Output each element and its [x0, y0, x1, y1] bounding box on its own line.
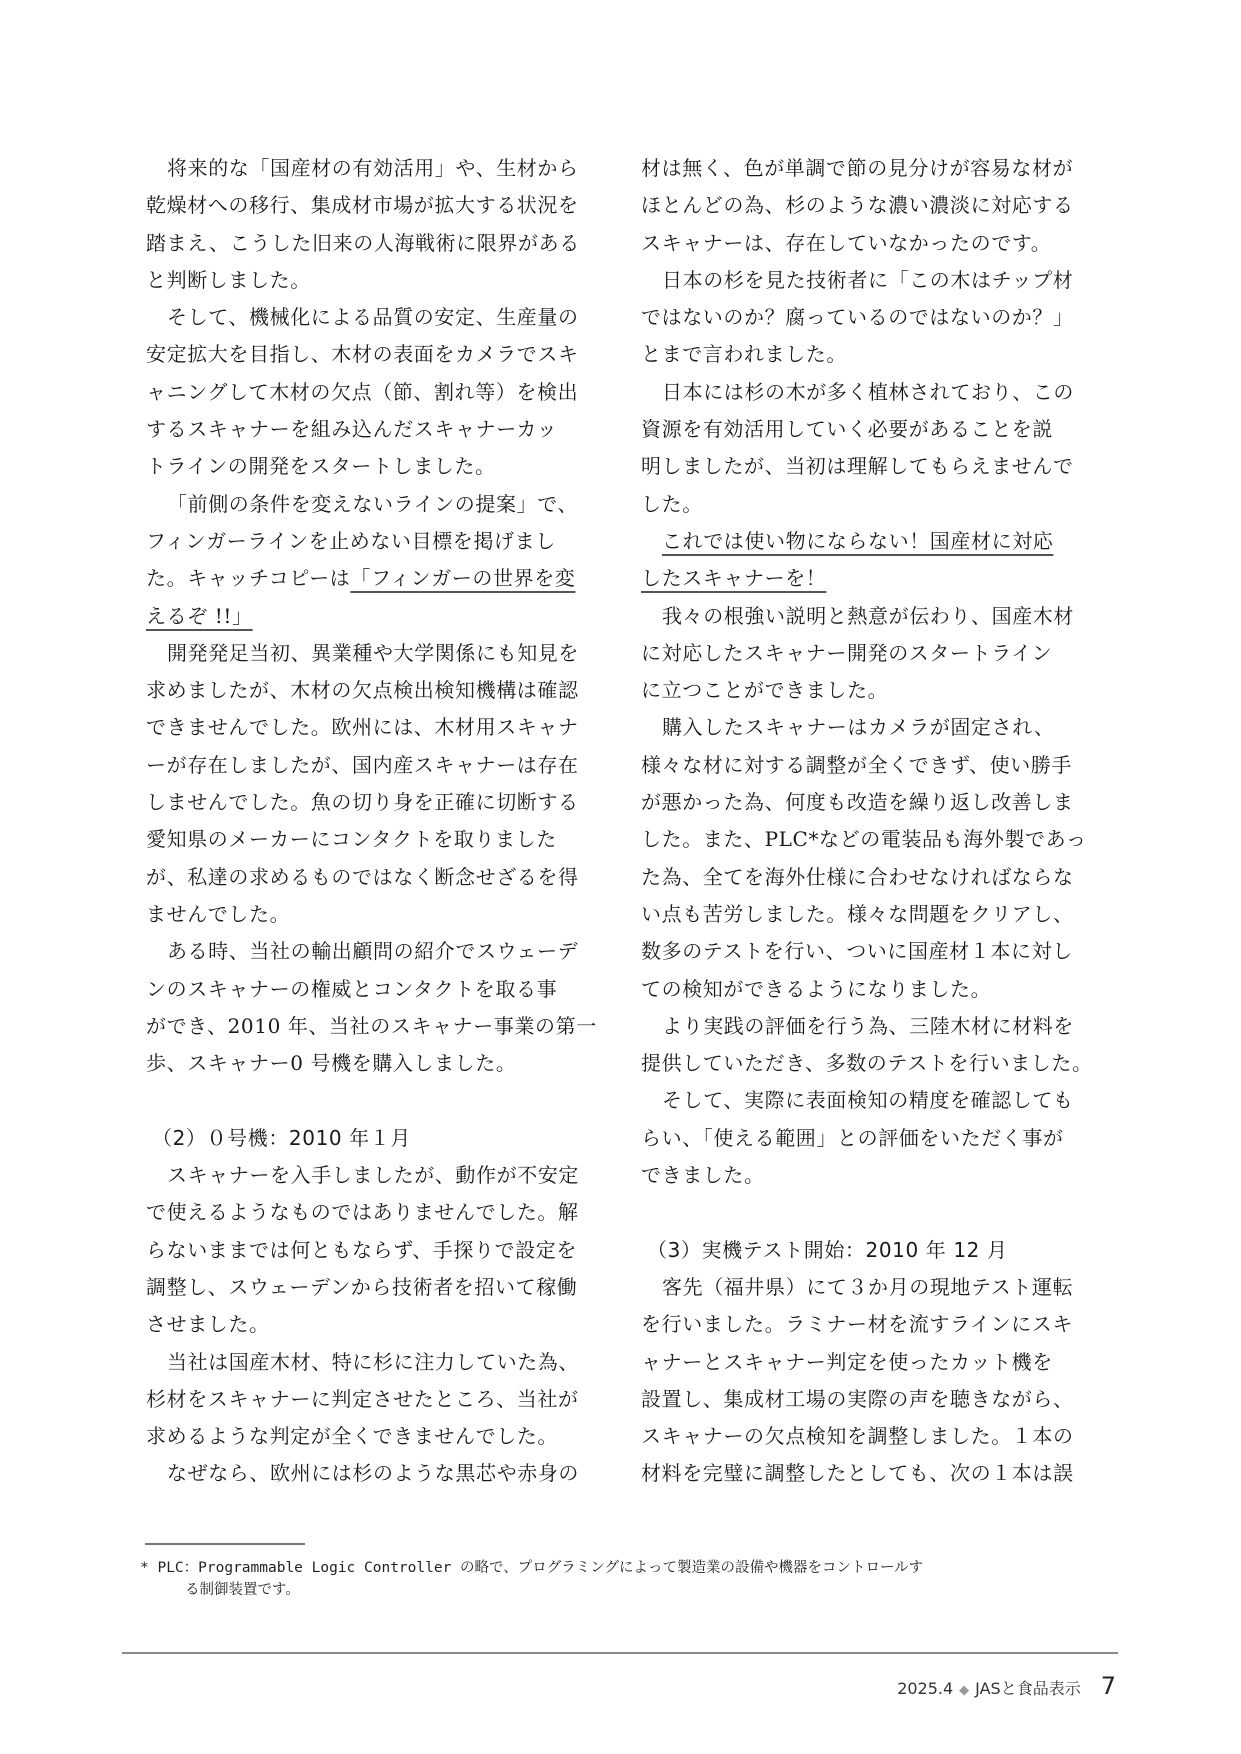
line-text: 調整し、スウェーデンから技術者を招いて稼働 [146, 1274, 578, 1299]
footer-divider [122, 1652, 1118, 1654]
text-line [641, 225, 1093, 262]
text-line [146, 150, 598, 187]
line-text: 将来的な「国産材の有効活用」や、生材から [167, 156, 579, 180]
text-line [146, 1418, 598, 1455]
line-text: に対応したスキャナー開発のスタートライン [641, 640, 1053, 665]
line-text: 我々の根強い説明と熱意が伝わり、国産木材 [662, 603, 1074, 628]
line-text: 提供していただき、多数のテストを行いました。 [641, 1051, 1093, 1076]
line-text: 当社は国産木材、特に杉に注力していた為、 [167, 1349, 579, 1374]
line-text: そして、実際に表面検知の精度を確認しても [662, 1088, 1074, 1113]
text-line [146, 747, 598, 784]
text-line [641, 1008, 1093, 1045]
line-text: らい、「使える範囲」との評価をいただく事が [641, 1125, 1064, 1150]
line-text: 「前側の条件を変えないラインの提案」で、 [167, 491, 578, 516]
text-line [641, 150, 1093, 187]
text-line [146, 448, 598, 485]
blank-line [146, 1082, 598, 1119]
text-line [641, 933, 1093, 970]
text-line [146, 486, 598, 523]
text-line [146, 1045, 598, 1082]
text-line [146, 598, 598, 635]
text-line [146, 560, 598, 597]
text-line [146, 971, 598, 1008]
diamond-icon: ◆ [959, 1683, 970, 1698]
section-heading [146, 1120, 598, 1157]
text-line [146, 1344, 598, 1381]
line-text: らないままでは何ともならず、手探りで設定を [146, 1237, 577, 1262]
emphasized-text: したスキャナーを！ [641, 566, 827, 591]
text-line [641, 299, 1093, 336]
text-line [641, 672, 1093, 709]
text-line [146, 896, 598, 933]
left-column [146, 150, 598, 1493]
text-line [641, 448, 1093, 485]
text-line [146, 1008, 598, 1045]
line-text: 乾燥材への移行、集成材市場が拡大する状況を [146, 193, 579, 218]
text-line [641, 821, 1093, 858]
line-text: 客先（福井県）にて３か月の現地テスト運転 [662, 1274, 1074, 1299]
text-line [641, 1045, 1093, 1082]
text-line [641, 747, 1093, 784]
line-text: フィンガーラインを止めない目標を掲げまし [146, 528, 556, 553]
line-text: した。 [641, 491, 703, 516]
text-line [146, 1194, 598, 1231]
text-line [146, 709, 598, 746]
section-heading [641, 1232, 1093, 1269]
text-line [641, 635, 1093, 672]
line-text: より実践の評価を行う為、三陸木材に材料を [662, 1013, 1074, 1038]
text-line [146, 336, 598, 373]
footnote-line: る制御装置です。 [185, 1582, 300, 1598]
line-text: い点も苦労しました。様々な問題をクリアし、 [641, 901, 1074, 926]
line-text: 資源を有効活用していく必要があることを説 [641, 417, 1053, 442]
text-line [146, 1157, 598, 1194]
line-text: 安定拡大を目指し、木材の表面をカメラでスキ [146, 342, 579, 367]
text-line [146, 187, 598, 224]
text-line [146, 523, 598, 560]
text-line [641, 1120, 1093, 1157]
line-text: ーが存在しましたが、国内産スキャナーは存在 [146, 752, 579, 777]
line-text: スキャナーの欠点検知を調整しました。１本の [641, 1424, 1074, 1449]
text-line [146, 262, 598, 299]
line-text: 材は無く、色が単調で節の見分けが容易な材が [641, 156, 1074, 180]
footnote [140, 1557, 1100, 1601]
line-text: しませんでした。魚の切り身を正確に切断する [146, 790, 579, 815]
line-text: と判断しました。 [146, 267, 311, 292]
line-text: とまで言われました。 [641, 342, 847, 367]
text-line [641, 1344, 1093, 1381]
text-line [641, 784, 1093, 821]
line-text: 日本には杉の木が多く植林されており、この [662, 379, 1074, 404]
emphasized-text: これでは使い物にならない！国産材に対応 [662, 528, 1054, 553]
text-line [641, 336, 1093, 373]
line-text: ほとんどの為、杉のような濃い濃淡に対応する [641, 193, 1074, 218]
line-text: 杉材をスキャナーに判定させたところ、当社が [146, 1386, 579, 1411]
text-line [146, 1455, 598, 1492]
line-text: （3）実機テスト開始：2010 年 12 月 [647, 1237, 1008, 1262]
line-text: させました。 [146, 1312, 270, 1337]
line-text: 日本の杉を見た技術者に「この木はチップ材 [662, 267, 1074, 292]
line-text: ての検知ができるようになりました。 [641, 976, 992, 1001]
magazine-title: JASと食品表示 [975, 1679, 1081, 1698]
text-line [641, 896, 1093, 933]
line-text: 様々な材に対する調整が全くできず、使い勝手 [641, 752, 1072, 777]
text-line [641, 523, 1093, 560]
line-text: で使えるようなものではありませんでした。解 [146, 1200, 579, 1225]
text-line [641, 1157, 1093, 1194]
line-text: 踏まえ、こうした旧来の人海戦術に限界がある [146, 230, 580, 255]
text-line [641, 1381, 1093, 1418]
footnote-divider [145, 1543, 305, 1545]
line-text: が、私達の求めるものではなく断念せざるを得 [146, 864, 579, 889]
text-line [146, 1269, 598, 1306]
line-text: を行いました。ラミナー材を流すラインにスキ [641, 1312, 1073, 1337]
emphasized-text: えるぞ !!」 [146, 603, 253, 628]
line-text: ある時、当社の輸出顧問の紹介でスウェーデ [167, 939, 579, 964]
text-line [641, 1418, 1093, 1455]
line-text: ませんでした。 [146, 901, 291, 926]
footnote-line: * PLC：Programmable Logic Controller の略で、プログラミングによって製造業の設備や機器をコントロールす [140, 1560, 924, 1576]
text-line [641, 598, 1093, 635]
line-text: 歩、スキャナー0 号機を購入しました。 [146, 1051, 517, 1076]
line-text: が悪かった為、何度も改造を繰り返し改善しま [641, 790, 1074, 815]
text-line [641, 411, 1093, 448]
text-line [146, 933, 598, 970]
line-text: た為、全てを海外仕様に合わせなければならな [641, 864, 1074, 889]
text-line [641, 1455, 1093, 1492]
line-text: トラインの開発をスタートしました。 [146, 454, 496, 479]
text-line [146, 374, 598, 411]
line-text: ャニングして木材の欠点（節、割れ等）を検出 [146, 379, 579, 404]
line-text: そして、機械化による品質の安定、生産量の [167, 305, 579, 330]
line-text: 求めましたが、木材の欠点検出検知機構は確認 [146, 678, 579, 703]
text-line [146, 784, 598, 821]
line-text: スキャナーを入手しましたが、動作が不安定 [167, 1163, 579, 1188]
text-line [641, 859, 1093, 896]
line-text: ャナーとスキャナー判定を使ったカット機を [641, 1349, 1053, 1374]
text-line [641, 1269, 1093, 1306]
line-text: ンのスキャナーの権威とコンタクトを取る事 [146, 976, 558, 1001]
text-line [641, 486, 1093, 523]
line-text: するスキャナーを組み込んだスキャナーカッ [146, 417, 558, 442]
text-line [146, 859, 598, 896]
text-line [146, 821, 598, 858]
line-text: できました。 [641, 1163, 765, 1188]
line-text: （2）０号機：2010 年１月 [152, 1125, 411, 1150]
right-column [641, 150, 1093, 1493]
line-text: 開発発足当初、異業種や大学関係にも知見を [167, 640, 579, 665]
text-line [641, 1306, 1093, 1343]
text-line [641, 374, 1093, 411]
text-line [146, 411, 598, 448]
text-line [146, 1381, 598, 1418]
line-text: できませんでした。欧州には、木材用スキャナ [146, 715, 579, 740]
text-line [641, 971, 1093, 1008]
text-line [641, 709, 1093, 746]
page-footer [897, 1672, 1116, 1700]
text-line [146, 672, 598, 709]
line-text: に立つことができました。 [641, 678, 889, 703]
line-text: ができ、2010 年、当社のスキャナー事業の第一 [146, 1013, 597, 1038]
line-text: した。また、PLC*などの電装品も海外製であっ [641, 827, 1087, 852]
line-text: 愛知県のメーカーにコンタクトを取りました [146, 827, 557, 852]
text-line [146, 635, 598, 672]
emphasized-text: 「フィンガーの世界を変 [350, 566, 576, 591]
blank-line [641, 1194, 1093, 1231]
text-line [641, 1082, 1093, 1119]
text-line [146, 1232, 598, 1269]
text-line [641, 187, 1093, 224]
line-text: 求めるような判定が全くできませんでした。 [146, 1424, 558, 1449]
issue-date: 2025.4 [897, 1679, 954, 1698]
line-text: スキャナーは、存在していなかったのです。 [641, 230, 1052, 255]
line-text: 数多のテストを行い、ついに国産材１本に対し [641, 939, 1073, 964]
line-text: ではないのか？腐っているのではないのか？」 [641, 305, 1074, 330]
line-text: 購入したスキャナーはカメラが固定され、 [662, 715, 1055, 740]
line-text: 材料を完璧に調整したとしても、次の１本は誤 [641, 1461, 1074, 1486]
line-text: 明しましたが、当初は理解してもらえませんで [641, 454, 1074, 479]
text-line [641, 560, 1093, 597]
text-line [146, 225, 598, 262]
text-line [146, 299, 598, 336]
page-number: 7 [1100, 1672, 1116, 1700]
line-text: なぜなら、欧州には杉のような黒芯や赤身の [167, 1461, 579, 1486]
line-text: た。キャッチコピーは [146, 566, 351, 591]
line-text: 設置し、集成材工場の実際の声を聴きながら、 [641, 1386, 1074, 1411]
text-line [146, 1306, 598, 1343]
text-line [641, 262, 1093, 299]
